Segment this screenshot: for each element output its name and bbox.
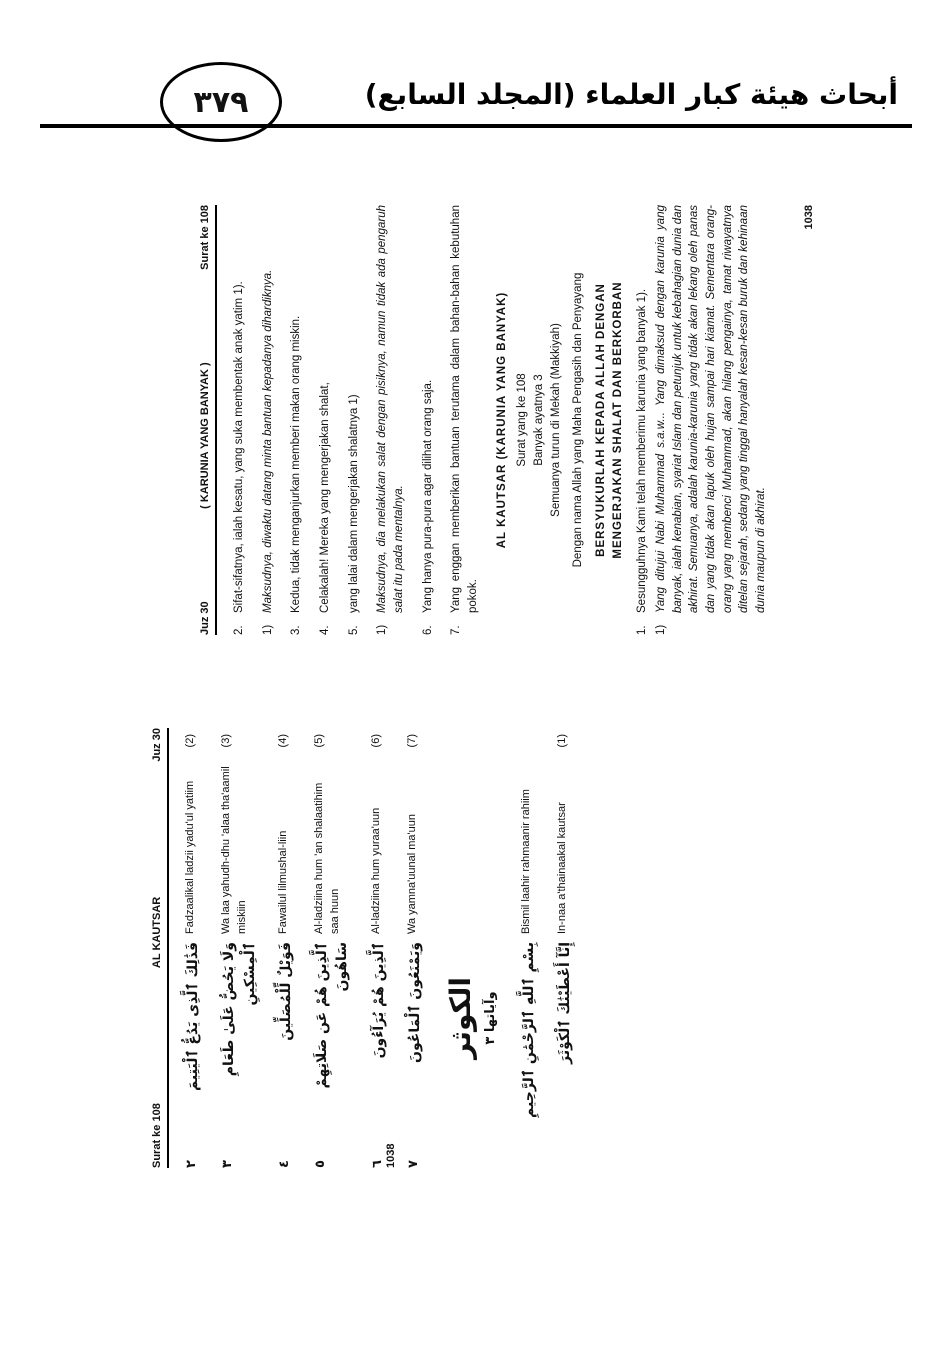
surah-number-label: Surat ke 108 <box>199 205 211 270</box>
theme-heading-line-1: BERSYUKURLAH KEPADA ALLAH DENGAN <box>595 283 608 557</box>
verse-number: (3) <box>220 734 233 748</box>
verse-count-line: Banyak ayatnya 3 <box>533 374 545 466</box>
verse-row <box>555 728 575 1168</box>
item-number: 4. <box>318 625 331 635</box>
item-text: Yang hanya pura-pura agar dilihat orang saja. <box>421 379 434 613</box>
verse-number: (4) <box>276 734 289 748</box>
commentary-item <box>288 205 305 635</box>
juz-label: Juz 30 <box>199 601 211 635</box>
verse-number-arabic: ٥ <box>313 1160 329 1168</box>
theme-heading-line-2: MENGERJAKAN SHALAT DAN BERKORBAN <box>611 281 624 559</box>
commentary-item <box>634 205 651 635</box>
item-text: Kedua, tidak menganjurkan memberi makan orang miskin. <box>290 315 303 613</box>
bismillah-arabic: بِسْمِ ٱللَّهِ ٱلرَّحْمَٰنِ ٱلرَّحِيمِ <box>520 942 537 1118</box>
verse-number: (5) <box>313 734 326 748</box>
verse-number: (6) <box>369 734 382 748</box>
commentary-item <box>346 205 363 635</box>
footnote-number: 1) <box>655 624 668 635</box>
verse-arabic: إِنَّآ أَعْطَيْنَٰكَ ٱلْكَوْثَرَ <box>557 942 574 1064</box>
verse-transliteration: Al-ladziina hum 'an shalaatihim saa huun <box>313 782 342 934</box>
verse-row <box>219 728 260 1168</box>
verse-number-arabic: ٧ <box>406 1160 422 1168</box>
verse-row <box>276 728 296 1168</box>
footnote-item <box>653 205 770 635</box>
verse-transliteration: In-naa a'thainaakal kautsar <box>556 802 569 934</box>
verse-row <box>183 728 203 1168</box>
commentary-item <box>448 205 481 635</box>
verse-number: (7) <box>406 734 419 748</box>
footnote-text: Maksudnya, diwaktu datang minta bantuan kepadanya dihardiknya. <box>261 269 274 613</box>
surah-name-label: AL KAUTSAR <box>151 896 163 969</box>
item-number: 2. <box>232 625 245 635</box>
verse-arabic: ٱلَّذِينَ هُمْ عَن صَلَاتِهِمْ سَاهُونَ <box>314 942 351 1089</box>
header-divider <box>40 124 912 128</box>
commentary-item <box>317 205 334 635</box>
folio-number: 1038 <box>385 1143 398 1168</box>
verse-number-arabic: ٢ <box>183 1160 199 1168</box>
commentary-page <box>198 205 818 635</box>
surah-verse-count-arabic: وآياتها ٣ <box>482 991 498 1045</box>
section-title-label: ( KARUNIA YANG BANYAK ) <box>199 362 211 509</box>
commentary-item <box>231 205 248 635</box>
verse-arabic: ٱلَّذِينَ هُمْ يُرَآءُونَ <box>370 942 387 1059</box>
running-header-right <box>198 205 217 635</box>
verse-arabic: فَذَٰلِكَ ٱلَّذِى يَدُعُّ ٱلْيَتِيمَ <box>184 942 201 1092</box>
running-header-left <box>150 728 169 1168</box>
page-number-badge <box>160 62 282 142</box>
bismillah-transliteration: Bismil laahir rahmaanir rahiim <box>519 789 532 934</box>
surah-title-calligraphy <box>441 938 500 1098</box>
item-number: 7. <box>450 625 463 635</box>
folio-number: 1038 <box>803 205 816 230</box>
item-text: Celakalah! Mereka yang mengerjakan shalat, <box>318 382 331 613</box>
surah-title-arabic: الكوثر <box>444 977 478 1059</box>
juz-label: Juz 30 <box>151 728 163 762</box>
footnote-number: 1) <box>261 624 274 635</box>
item-text: Yang enggan memberikan bantuan terutama dalam bahan-bahan kebutuhan pokok. <box>450 205 479 613</box>
footnote-item <box>260 205 277 635</box>
header-title: أبحاث هيئة كبار العلماء (المجلد السابع) <box>364 78 898 111</box>
verse-arabic: فَوَيْلٌ لِّلْمُصَلِّينَ <box>277 942 294 1041</box>
item-text: Sesungguhnya Kami telah memberimu karunia yang banyak 1). <box>636 288 649 613</box>
item-text: yang lalai dalam mengerjakan shalatnya 1) <box>347 394 360 613</box>
item-number: 3. <box>290 625 303 635</box>
revelation-line: Semuanya turun di Mekah (Makkiyah) <box>549 323 562 517</box>
verse-row <box>405 728 425 1168</box>
item-number: 6. <box>421 625 434 635</box>
verse-number-arabic: ٣ <box>220 1160 236 1168</box>
footnote-number: 1) <box>376 624 389 635</box>
verse-number: (2) <box>183 734 196 748</box>
verse-transliteration: Al-ladziina hum yuraa'uun <box>369 807 382 934</box>
verse-transliteration: Fadzaalikal ladzii yadu'ul yatiim <box>183 780 196 934</box>
verse-arabic: وَيَمْنَعُونَ ٱلْمَاعُونَ <box>407 942 424 1063</box>
verse-row <box>369 728 389 1168</box>
verse-number: (1) <box>556 734 569 748</box>
surah-number-label: Surat ke 108 <box>151 1103 163 1168</box>
verse-number-arabic: ٤ <box>276 1160 292 1168</box>
surah-number-line: Surat yang ke 108 <box>516 373 529 467</box>
surah-heading: AL KAUTSAR (KARUNIA YANG BANYAK) <box>495 291 508 549</box>
item-number: 1. <box>636 625 649 635</box>
bismillah-translation: Dengan nama Allah yang Maha Pengasih dan Penyayang <box>572 272 585 568</box>
verse-transliteration: Fawailul lilmushal-liin <box>276 830 289 934</box>
page-number: ٣٧٩ <box>193 84 249 120</box>
footnote-text: Maksudnya, dia melakukan salat dengan pisiknya, namun tidak ada pengaruh salat itu pada mentalnya. <box>376 205 405 613</box>
bismillah-row <box>519 728 539 1168</box>
footnote-text: Yang ditujui Nabi Muhammad s.a.w... Yang dimaksud dengan karunia yang banyak, ialah kenabian, syariat Islam dan petunjuk untuk kebahagian dunia dan akhirat. Semuanya, adalah karunia-karunia yang tidak akan lekang oleh panas dan yang tidak akan lapuk oleh hujan sampai hari kiamat. Sementara orang-orang yang membenci Muhammad, akan hilang pengainya, tamat riwayatnya ditelan sejarah, sedang yang tinggal hanyalah kesan-kesan buruk dan kehinaan dunia maupun di akhirat. <box>655 205 768 613</box>
quran-text-page <box>150 728 574 1168</box>
verse-transliteration: Wa laa yahudh-dhu 'alaa tha'aamil miskiin <box>220 766 249 934</box>
footnote-item <box>374 205 407 635</box>
commentary-item <box>420 205 437 635</box>
item-number: 5. <box>347 625 360 635</box>
item-text: Sifat-sifatnya, ialah kesatu, yang suka membentak anak yatim 1). <box>232 281 245 613</box>
verse-arabic: وَلَا يَحُضُّ عَلَىٰ طَعَامِ ٱلْمِسْكِينِ <box>221 942 258 1077</box>
verse-row <box>312 728 353 1168</box>
verse-transliteration: Wa yamna'uunal ma'uun <box>406 814 419 934</box>
verse-number-arabic: ٦ <box>369 1160 385 1168</box>
